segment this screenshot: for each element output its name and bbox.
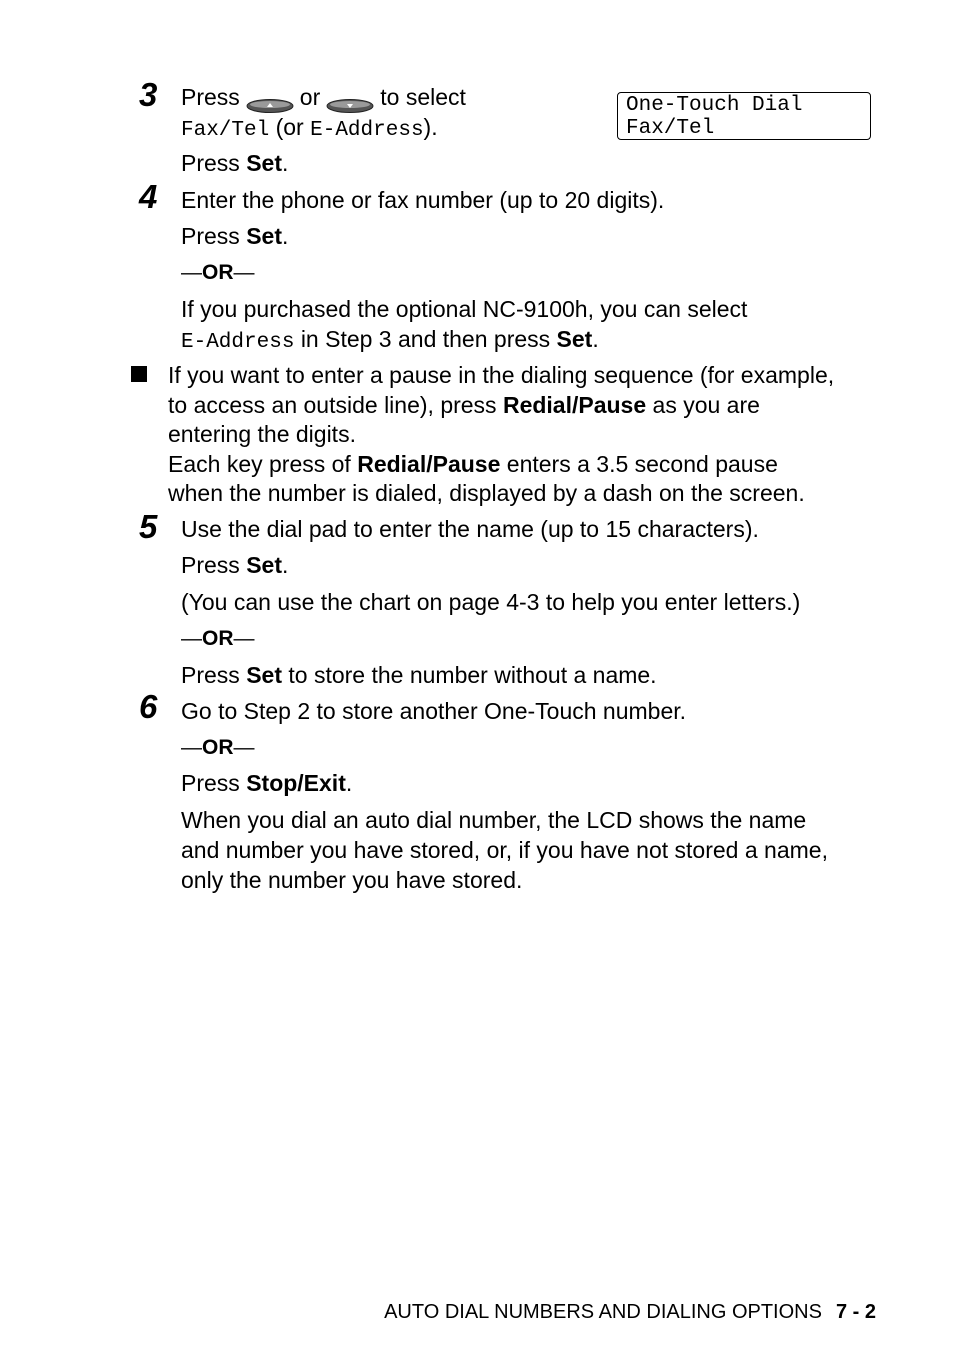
step-6-para-line-2: and number you have stored, or, if you have not stored a name, [181,837,828,863]
key-set: Set [246,552,282,578]
dash: — [181,261,202,284]
bullet-line-5: when the number is dialed, displayed by a dash on the screen. [168,480,805,506]
text: Press [181,552,240,578]
step-5-press-set [181,550,288,580]
key-stop-exit: Stop/Exit [246,770,346,796]
key-set: Set [246,662,282,688]
step-6-or-separator [181,733,255,763]
text: . [345,770,353,796]
bullet-line-2 [168,390,760,420]
step-6-press-stop [181,768,352,798]
key-redial-pause: Redial/Pause [357,451,501,477]
text: . [281,223,289,249]
text: Press [181,84,240,110]
lcd-line-1: One-Touch Dial [626,94,803,117]
lcd-display [617,92,871,140]
bullet-line-3: entering the digits. [168,421,356,447]
key-redial-pause: Redial/Pause [502,392,647,418]
text: Each key press of [168,451,351,477]
step-4-text: Enter the phone or fax number (up to 20 digits). [181,187,665,213]
page-footer [384,1300,876,1324]
menu-option-e-address: E-Address [181,331,295,354]
dash: — [181,627,202,650]
or-label: OR [202,736,234,759]
step-6-text: Go to Step 2 to store another One-Touch number. [181,698,687,724]
text: to store the number without a name. [288,662,657,688]
down-arrow-button-icon [326,91,374,107]
dash: — [233,261,255,284]
bullet-line-4 [168,449,778,479]
or-label: OR [202,261,234,284]
text: Press [181,150,240,176]
bullet-square-icon [131,366,147,382]
text: Press [181,223,240,249]
dash: — [181,736,202,759]
step-3-press-set [181,148,288,178]
up-arrow-button-icon [246,91,294,107]
text: enters a 3.5 second pause [506,451,778,477]
step-4-alt-text: If you purchased the optional NC-9100h, you can select [181,296,748,322]
step-6-para-line-1: When you dial an auto dial number, the LCD shows the name [181,807,807,833]
menu-option-fax-tel: Fax/Tel [181,119,270,142]
text: to access an outside line), press [168,392,497,418]
step-3-line-1 [181,82,466,112]
lcd-line-2: Fax/Tel [626,117,715,140]
step-4-press-set [181,221,288,251]
step-5-note: (You can use the chart on page 4-3 to help you enter letters.) [181,589,801,615]
text: Press [181,770,240,796]
text: . [281,552,289,578]
key-set: Set [246,223,282,249]
text: or [299,84,321,110]
step-4-or-separator [181,258,255,288]
step-6-para-line-3: only the number you have stored. [181,867,523,893]
key-set: Set [556,326,593,352]
text: as you are [652,392,760,418]
text: . [281,150,289,176]
text: ). [423,114,438,140]
step-3-line-2 [181,112,438,146]
step-5-text: Use the dial pad to enter the name (up to 15 characters). [181,516,759,542]
text: in Step 3 and then press [300,326,551,352]
text: (or [275,114,304,140]
text: Press [181,662,240,688]
dash: — [233,736,255,759]
key-set: Set [246,150,282,176]
step-4-alt-line-2 [181,324,599,358]
step-5-alt [181,660,657,690]
bullet-line-1: If you want to enter a pause in the dialing sequence (for example, [168,362,835,388]
step-5-or-separator [181,624,255,654]
dash: — [233,627,255,650]
step-number-5: 5 [139,508,158,545]
text: to select [380,84,466,110]
page-number: 7 - 2 [835,1301,876,1323]
footer-section-title: AUTO DIAL NUMBERS AND DIALING OPTIONS [384,1301,822,1323]
or-label: OR [202,627,234,650]
step-number-6: 6 [139,688,158,725]
menu-option-e-address: E-Address [310,119,424,142]
step-number-3: 3 [139,76,158,113]
text: . [592,326,599,352]
step-number-4: 4 [139,178,158,215]
